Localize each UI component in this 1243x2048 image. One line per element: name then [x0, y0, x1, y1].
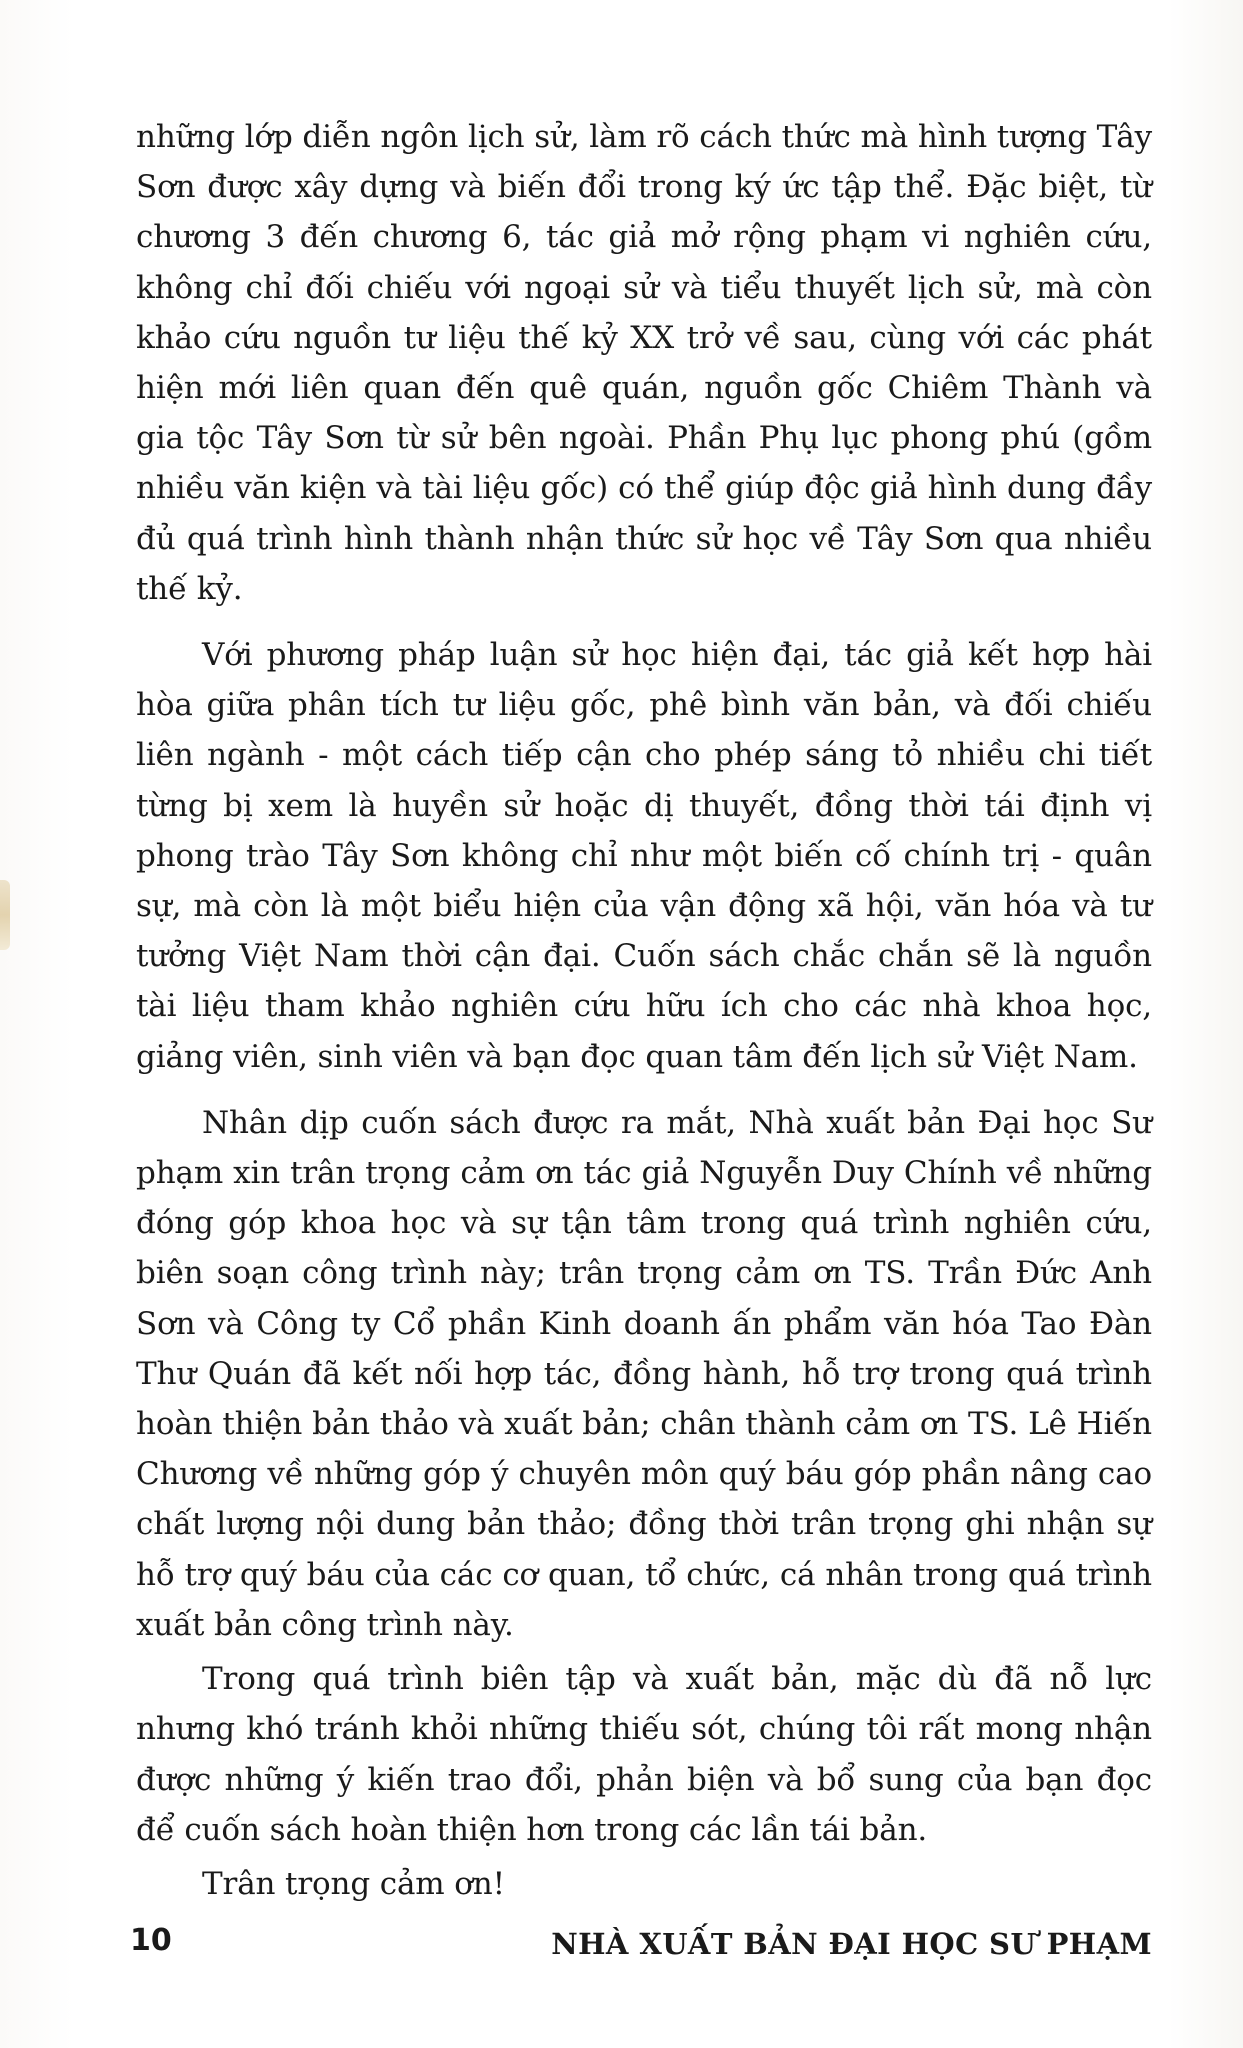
- page-body: [136, 112, 1152, 1969]
- paragraph-feedback-request: Trong quá trình biên tập và xuất bản, mặc dù đã nỗ lực nhưng khó tránh khỏi những thiếu sót, chúng tôi rất mong nhận được những ý kiến trao đổi, phản biện và bổ sung của bạn đọc để cuốn sách hoàn thiện hơn trong các lần tái bản.: [136, 1661, 1152, 1848]
- publisher-signature: NHÀ XUẤT BẢN ĐẠI HỌC SƯ PHẠM: [551, 1927, 1152, 1962]
- paragraph-continued: những lớp diễn ngôn lịch sử, làm rõ cách thức mà hình tượng Tây Sơn được xây dựng và biến đổi trong ký ức tập thể. Đặc biệt, từ chương 3 đến chương 6, tác giả mở rộng phạm vi nghiên cứu, không chỉ đối chiếu với ngoại sử và tiểu thuyết lịch sử, mà còn khảo cứu nguồn tư liệu thế kỷ XX trở về sau, cùng với các phát hiện mới liên quan đến quê quán, nguồn gốc Chiêm Thành và gia tộc Tây Sơn từ sử bên ngoài. Phần Phụ lục phong phú (gồm nhiều văn kiện và tài liệu gốc) có thể giúp độc giả hình dung đầy đủ quá trình hình thành nhận thức sử học về Tây Sơn qua nhiều thế kỷ.: [136, 119, 1152, 607]
- page-edge-stain: [0, 880, 10, 950]
- page-number: 10: [130, 1923, 172, 1958]
- paragraph-acknowledgements: Nhân dịp cuốn sách được ra mắt, Nhà xuất bản Đại học Sư phạm xin trân trọng cảm ơn tác giả Nguyễn Duy Chính về những đóng góp khoa học và sự tận tâm trong quá trình nghiên cứu, biên soạn công trình này; trân trọng cảm ơn TS. Trần Đức Anh Sơn và Công ty Cổ phần Kinh doanh ấn phẩm văn hóa Tao Đàn Thư Quán đã kết nối hợp tác, đồng hành, hỗ trợ trong quá trình hoàn thiện bản thảo và xuất bản; chân thành cảm ơn TS. Lê Hiến Chương về những góp ý chuyên môn quý báu góp phần nâng cao chất lượng nội dung bản thảo; đồng thời trân trọng ghi nhận sự hỗ trợ quý báu của các cơ quan, tổ chức, cá nhân trong quá trình xuất bản công trình này.: [136, 1104, 1152, 1643]
- closing-line: Trân trọng cảm ơn!: [202, 1865, 505, 1902]
- paragraph-methodology: Với phương pháp luận sử học hiện đại, tác giả kết hợp hài hòa giữa phân tích tư liệu gốc, phê bình văn bản, và đối chiếu liên ngành - một cách tiếp cận cho phép sáng tỏ nhiều chi tiết từng bị xem là huyền sử hoặc dị thuyết, đồng thời tái định vị phong trào Tây Sơn không chỉ như một biến cố chính trị - quân sự, mà còn là một biểu hiện của vận động xã hội, văn hóa và tư tưởng Việt Nam thời cận đại. Cuốn sách chắc chắn sẽ là nguồn tài liệu tham khảo nghiên cứu hữu ích cho các nhà khoa học, giảng viên, sinh viên và bạn đọc quan tâm đến lịch sử Việt Nam.: [136, 637, 1152, 1075]
